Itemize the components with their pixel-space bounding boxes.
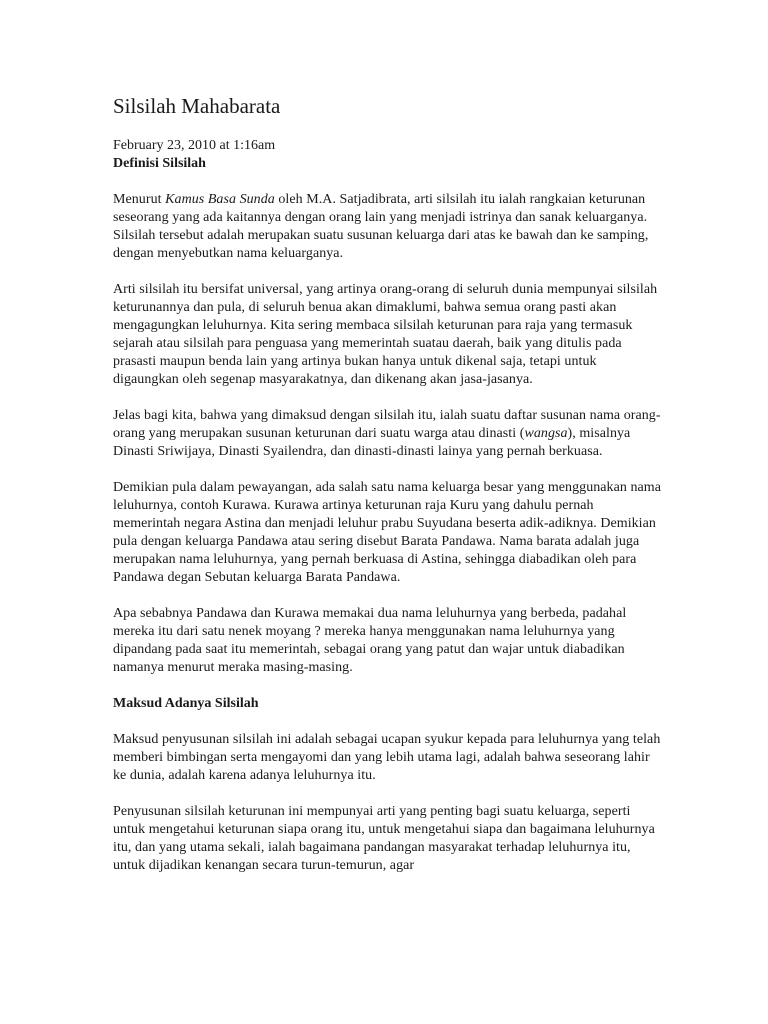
paragraph-2: Arti silsilah itu bersifat universal, yang artinya orang-orang di seluruh dunia mempunyai silsilah keturunannya dan pula, di seluruh benua akan dimaklumi, bahwa semua orang pasti akan mengagungkan leluhurnya. Kita sering membaca silsilah keturunan para raja yang termasuk sejarah atau silsilah para penguasa yang memerintah suatau daerah, baik yang ditulis pada prasasti maupun benda lain yang artinya bukan hanya untuk dikenal saja, tetapi untuk digaungkan oleh segenap masyarakatnya, dan dikenang akan jasa-jasanya. bbox=[113, 282, 658, 387]
paragraph-6: Maksud penyusunan silsilah ini adalah sebagai ucapan syukur kepada para leluhurnya yang telah memberi bimbingan serta mengayomi dan yang lebih utama lagi, adalah bahwa seseorang lahir ke dunia, adalah karena adanya leluhurnya itu. bbox=[113, 732, 661, 783]
paragraph-5: Apa sebabnya Pandawa dan Kurawa memakai dua nama leluhurnya yang berbeda, padahal mereka itu dari satu nenek moyang ? mereka hanya menggunakan nama leluhurnya yang dipandang pada saat itu memerintah, sebagai orang yang patut dan wajar untuk diabadikan namanya menurut meraka masing-masing. bbox=[113, 606, 627, 675]
paragraph-1 bbox=[113, 191, 661, 263]
post-date: February 23, 2010 at 1:16am bbox=[113, 138, 276, 153]
spacer bbox=[113, 461, 661, 479]
spacer bbox=[113, 263, 661, 281]
paragraph-1-text-c: oleh M.A. Satjadibrata, arti silsilah itu ialah rangkaian keturunan seseorang yang ada kaitannya dengan orang lain yang menjadi istrinya dan sanak keluarganya. Silsilah tersebut adalah merupakan suatu susunan keluarga dari atas ke bawah dan ke samping, dengan menyebutkan nama keluarganya. bbox=[113, 192, 649, 261]
paragraph-3-text-c: ), misalnya Dinasti Sriwijaya, Dinasti Syailendra, dan dinasti-dinasti lainya yang pernah berkuasa. bbox=[113, 426, 631, 459]
paragraph-1-text-a: Menurut bbox=[113, 192, 166, 207]
page-title: Silsilah Mahabarata bbox=[113, 94, 281, 118]
spacer bbox=[113, 587, 661, 605]
heading-definisi-silsilah: Definisi Silsilah bbox=[113, 156, 206, 171]
spacer bbox=[113, 677, 661, 695]
document-page bbox=[113, 92, 661, 875]
spacer bbox=[113, 713, 661, 731]
paragraph-7: Penyusunan silsilah keturunan ini mempunyai arti yang penting bagi suatu keluarga, seperti untuk mengetahui keturunan siapa orang itu, untuk mengetahui siapa dan bagaimana leluhurnya itu, dan yang utama sekali, ialah bagaimana pandangan masyarakat terhadap leluhurnya itu, untuk dijadikan kenangan secara turun-temurun, agar bbox=[113, 804, 655, 873]
spacer bbox=[113, 173, 661, 191]
spacer bbox=[113, 389, 661, 407]
book-title: Kamus Basa Sunda bbox=[165, 192, 275, 207]
paragraph-3 bbox=[113, 407, 661, 461]
paragraph-3-text-a: Jelas bagi kita, bahwa yang dimaksud dengan silsilah itu, ialah suatu daftar susunan nama orang-orang yang merupakan susunan keturunan dari suatu warga atau dinasti ( bbox=[113, 408, 661, 441]
spacer bbox=[113, 785, 661, 803]
paragraph-4: Demikian pula dalam pewayangan, ada salah satu nama keluarga besar yang menggunakan nama leluhurnya, contoh Kurawa. Kurawa artinya keturunan raja Kuru yang dahulu pernah memerintah negara Astina dan menjadi leluhur prabu Suyudana beserta adik-adiknya. Demikian pula dengan keluarga Pandawa atau sering disebut Barata Pandawa. Nama barata adalah juga merupakan nama leluhurnya, yang pernah berkuasa di Astina, sehingga diabadikan oleh para Pandawa degan Sebutan keluarga Barata Pandawa. bbox=[113, 480, 661, 585]
wangsa-term: wangsa bbox=[524, 426, 568, 441]
heading-maksud-adanya-silsilah: Maksud Adanya Silsilah bbox=[113, 696, 259, 711]
